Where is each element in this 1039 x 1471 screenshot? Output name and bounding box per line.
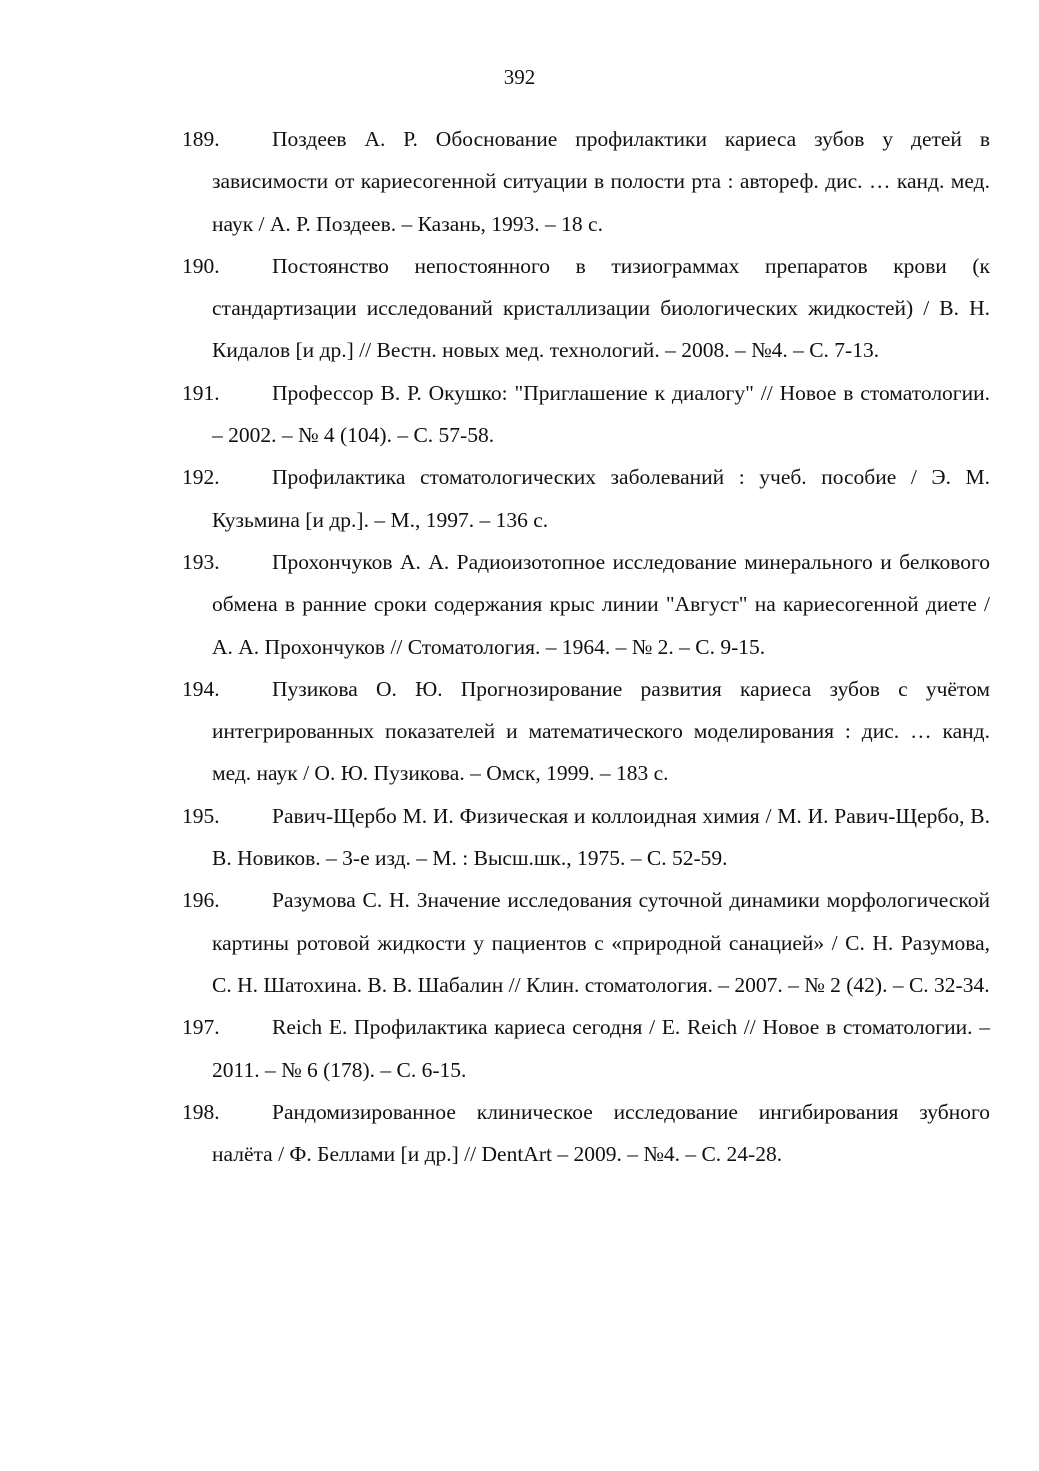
reference-item xyxy=(182,541,990,668)
reference-item xyxy=(182,456,990,541)
reference-item xyxy=(182,795,990,880)
reference-number: 192. xyxy=(182,465,220,490)
reference-number: 196. xyxy=(182,888,220,913)
reference-item xyxy=(182,1091,990,1176)
reference-item xyxy=(182,879,990,1006)
reference-item xyxy=(182,668,990,795)
reference-text: Профессор В. Р. Окушко: "Приглашение к диалогу" // Новое в стоматологии. – 2002. – № 4 (104). – С. 57-58. xyxy=(212,380,990,448)
reference-text: Рандомизированное клиническое исследование ингибирования зубного налёта / Ф. Беллами [и др.] // DentArt – 2009. – №4. – С. 24-28. xyxy=(212,1099,990,1167)
reference-text: Разумова С. Н. Значение исследования суточной динамики морфологической картины ротовой жидкости у пациентов с «природной санацией» / С. Н. Разумова, С. Н. Шатохина. В. В. Шабалин // Клин. стоматология. – 2007. – № 2 (42). – С. 32-34. xyxy=(212,888,990,997)
reference-text: Reich E. Профилактика кариеса сегодня / E. Reich // Новое в стоматологии. – 2011. – № 6 (178). – С. 6-15. xyxy=(212,1015,990,1082)
reference-text: Пузикова О. Ю. Прогнозирование развития кариеса зубов с учётом интегрированных показателей и математического моделирования : дис. … канд. мед. наук / О. Ю. Пузикова. – Омск, 1999. – 183 с. xyxy=(212,676,990,786)
page-number: 392 xyxy=(503,65,536,89)
reference-text: Равич-Щербо М. И. Физическая и коллоидная химия / М. И. Равич-Щербо, В. В. Новиков. – 3-е изд. – М. : Высш.шк., 1975. – С. 52-59. xyxy=(212,803,990,871)
reference-number: 198. xyxy=(182,1099,220,1124)
reference-number: 190. xyxy=(182,253,220,278)
reference-item xyxy=(182,118,990,245)
reference-text: Постоянство непостоянного в тизиограммах препаратов крови (к стандартизации исследований кристаллизации биологических жидкостей) / В. Н. Кидалов [и др.] // Вестн. новых мед. технологий. – 2008. – №4. – С. 7-13. xyxy=(212,253,990,363)
reference-item xyxy=(182,1006,990,1091)
reference-list xyxy=(182,118,990,1175)
reference-text: Поздеев А. Р. Обоснование профилактики кариеса зубов у детей в зависимости от кариесогенной ситуации в полости рта : автореф. дис. … канд. мед. наук / А. Р. Поздеев. – Казань, 1993. – 18 с. xyxy=(212,127,990,236)
reference-number: 195. xyxy=(182,803,220,828)
reference-number: 189. xyxy=(182,127,220,151)
reference-item xyxy=(182,245,990,372)
reference-number: 191. xyxy=(182,380,220,405)
reference-item xyxy=(182,372,990,457)
reference-text: Прохончуков А. А. Радиоизотопное исследование минерального и белкового обмена в ранние сроки содержания крыс линии "Август" на кариесогенной диете / А. А. Прохончуков // Стоматология. – 1964. – № 2. – С. 9-15. xyxy=(212,549,990,659)
reference-text: Профилактика стоматологических заболеваний : учеб. пособие / Э. М. Кузьмина [и др.]. – М., 1997. – 136 с. xyxy=(212,465,990,532)
reference-number: 197. xyxy=(182,1015,220,1040)
reference-number: 194. xyxy=(182,676,220,701)
reference-number: 193. xyxy=(182,549,220,574)
